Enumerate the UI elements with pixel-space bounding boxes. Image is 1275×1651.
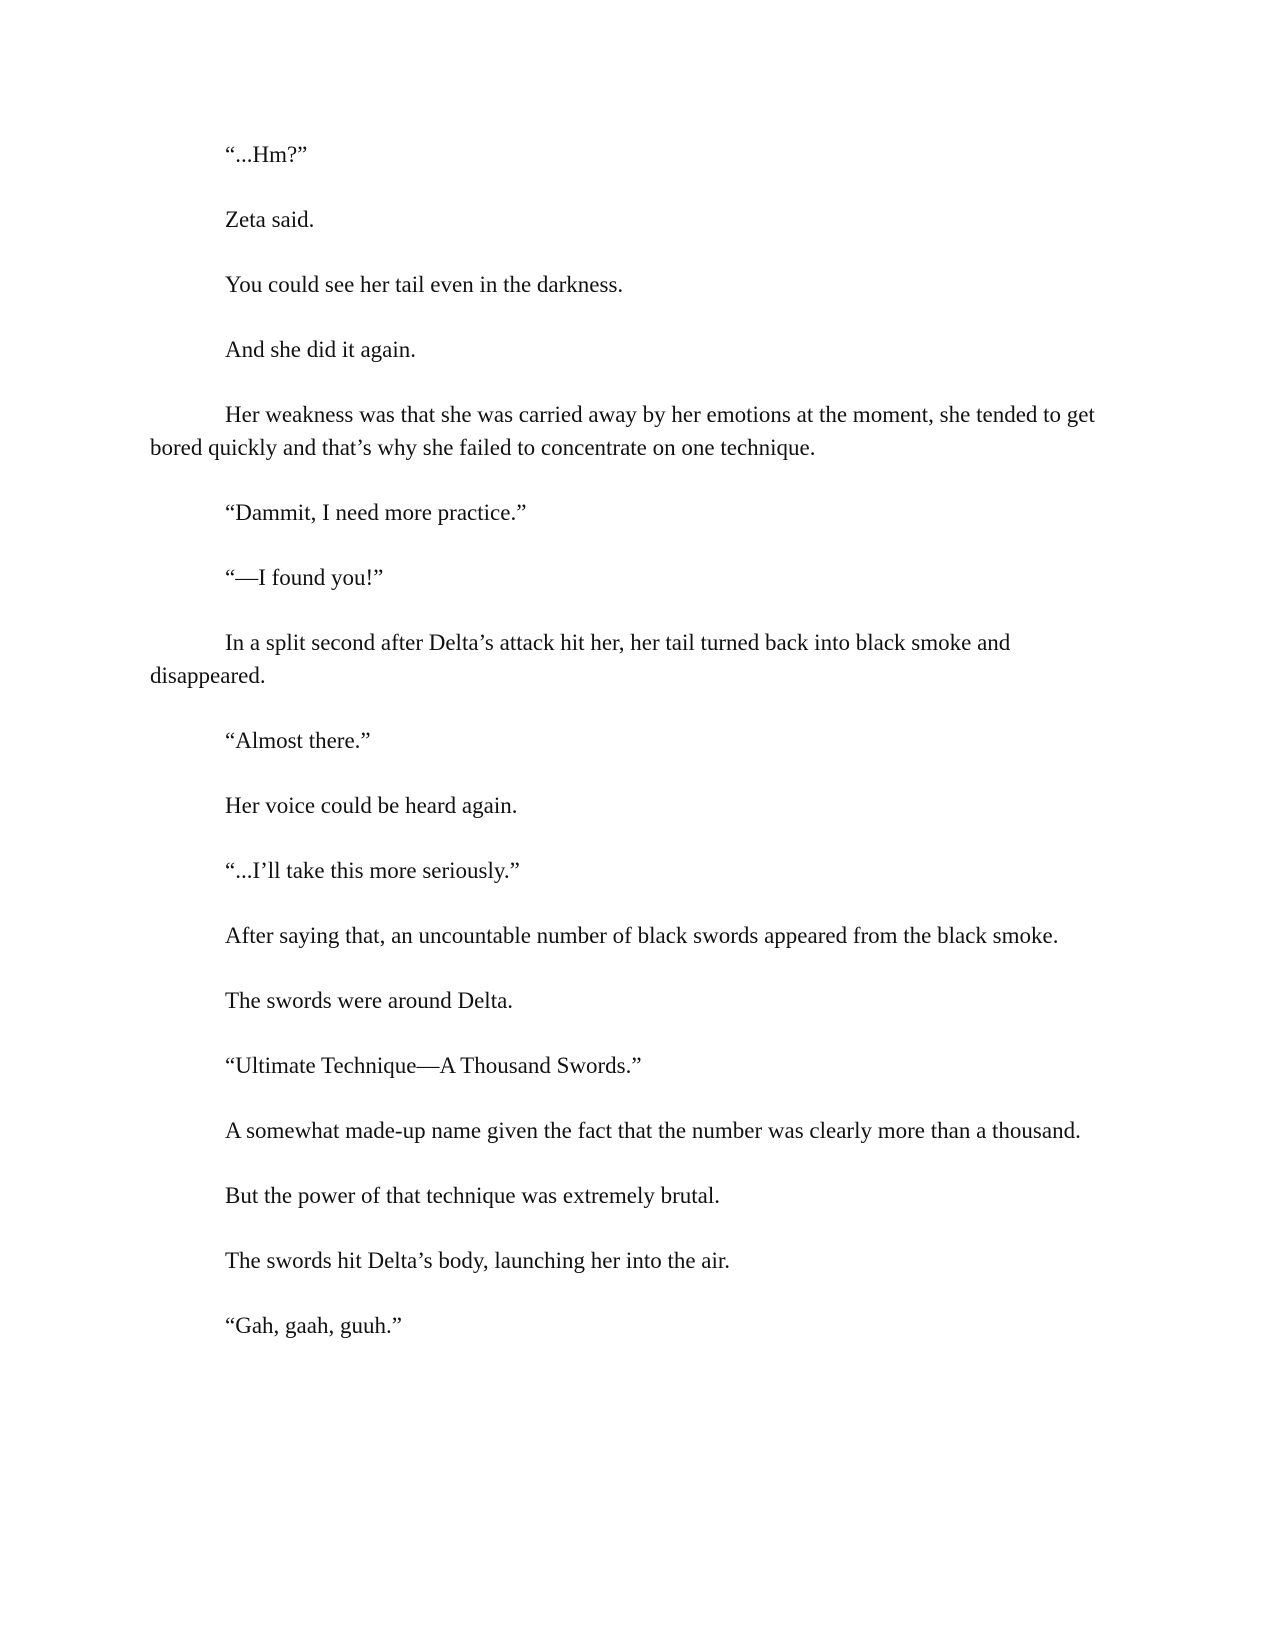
- paragraph: “—I found you!”: [225, 565, 384, 590]
- paragraph: “...Hm?”: [225, 142, 308, 167]
- paragraph: And she did it again.: [225, 337, 416, 362]
- paragraph: A somewhat made-up name given the fact that the number was clearly more than a thousand.: [225, 1118, 1081, 1143]
- body-text: [150, 138, 1110, 1374]
- paragraph: “Almost there.”: [225, 728, 371, 753]
- paragraph: Her voice could be heard again.: [225, 793, 518, 818]
- paragraph: But the power of that technique was extremely brutal.: [225, 1183, 720, 1208]
- paragraph: Her weakness was that she was carried away by her emotions at the moment, she tended to get bored quickly and that’s why she failed to concentrate on one technique.: [150, 402, 1095, 460]
- paragraph: Zeta said.: [225, 207, 315, 232]
- paragraph: In a split second after Delta’s attack hit her, her tail turned back into black smoke and disappeared.: [150, 630, 1011, 688]
- paragraph: “Gah, gaah, guuh.”: [225, 1313, 402, 1338]
- paragraph: The swords hit Delta’s body, launching her into the air.: [225, 1248, 731, 1273]
- paragraph: “...I’ll take this more seriously.”: [225, 858, 520, 883]
- paragraph: You could see her tail even in the darkness.: [225, 272, 624, 297]
- paragraph: “Dammit, I need more practice.”: [225, 500, 527, 525]
- paragraph: After saying that, an uncountable number of black swords appeared from the black smoke.: [225, 923, 1059, 948]
- paragraph: The swords were around Delta.: [225, 988, 514, 1013]
- paragraph: “Ultimate Technique—A Thousand Swords.”: [225, 1053, 642, 1078]
